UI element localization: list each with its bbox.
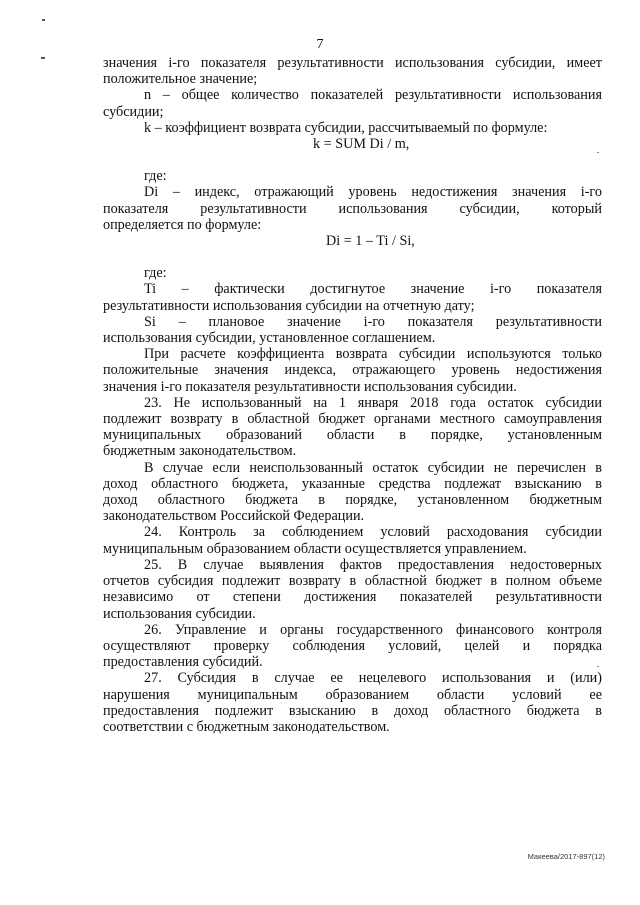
text-line: осуществляют проверку соблюдения условий, целей и порядка: [103, 637, 602, 654]
text-line: независимо от степени достижения показателей результативности: [103, 589, 602, 606]
text-line: В случае если неиспользованный остаток субсидии не перечислен в: [144, 459, 602, 476]
text-line: субсидии;: [103, 103, 164, 120]
text-line: n – общее количество показателей результативности использования: [144, 87, 602, 104]
text-line: 25. В случае выявления фактов предоставления недостоверных: [144, 556, 602, 573]
text-line: муниципальным образованием области осуществляется управлением.: [103, 540, 527, 557]
text-line: нарушения муниципальным образованием области условий ее: [103, 686, 602, 703]
text-line: бюджетным законодательством.: [103, 443, 297, 460]
text-line: При расчете коэффициента возврата субсидии используются только: [144, 346, 602, 363]
text-line: соответствии с бюджетным законодательством.: [103, 718, 390, 735]
formula-di: Di = 1 – Ti / Si,: [326, 233, 415, 250]
text-line: результативности использования субсидии на отчетную дату;: [103, 297, 475, 314]
text-line: использования субсидии, установленное соглашением.: [103, 330, 436, 347]
document-body: [103, 55, 602, 735]
where-label: где:: [144, 168, 167, 185]
formula-k: k = SUM Di / m,: [313, 136, 410, 153]
text-line: 23. Не использованный на 1 января 2018 года остаток субсидии: [144, 394, 602, 411]
text-line: определяется по формуле:: [103, 216, 262, 233]
scan-speck: [42, 19, 45, 21]
text-line: показателя результативности использования субсидии, который: [103, 200, 602, 217]
text-line: использования субсидии.: [103, 605, 256, 622]
text-line: доход областного бюджета, указанные средства подлежат взысканию в: [103, 475, 602, 492]
text-line: значения i-го показателя результативности использования субсидии, имеет: [103, 55, 602, 71]
footer-document-code: Макеева/2017-897(12): [527, 852, 605, 861]
scan-speck: [41, 57, 45, 59]
text-line: муниципальных образований области в порядке, установленным: [103, 427, 602, 444]
page-number: 7: [316, 37, 324, 52]
text-line: предоставления подлежит взысканию в доход областного бюджета в: [103, 702, 602, 719]
where-label: где:: [144, 265, 167, 282]
text-line: 26. Управление и органы государственного финансового контроля: [144, 621, 602, 638]
text-line: Ti – фактически достигнутое значение i-го показателя: [144, 281, 602, 298]
text-line: Si – плановое значение i-го показателя результативности: [144, 313, 602, 330]
text-line: положительное значение;: [103, 71, 258, 88]
text-line: подлежит возврату в областной бюджет органами местного самоуправления: [103, 411, 602, 428]
text-line: k – коэффициент возврата субсидии, рассчитываемый по формуле:: [144, 119, 548, 136]
text-line: отчетов субсидия подлежит возврату в областной бюджет в полном объеме: [103, 573, 602, 590]
text-line: 27. Субсидия в случае ее нецелевого использования и (или): [144, 670, 602, 687]
text-line: положительные значения индекса, отражающего уровень недостижения: [103, 362, 602, 379]
text-line: 24. Контроль за соблюдением условий расходования субсидии: [144, 524, 602, 541]
text-line: доход областного бюджета в порядке, установленном бюджетным: [103, 492, 602, 509]
text-line: Di – индекс, отражающий уровень недостижения значения i-го: [144, 184, 602, 201]
text-line: значения i-го показателя результативности использования субсидии.: [103, 378, 517, 395]
text-line: законодательством Российской Федерации.: [103, 508, 365, 525]
text-line: предоставления субсидий.: [103, 654, 263, 671]
